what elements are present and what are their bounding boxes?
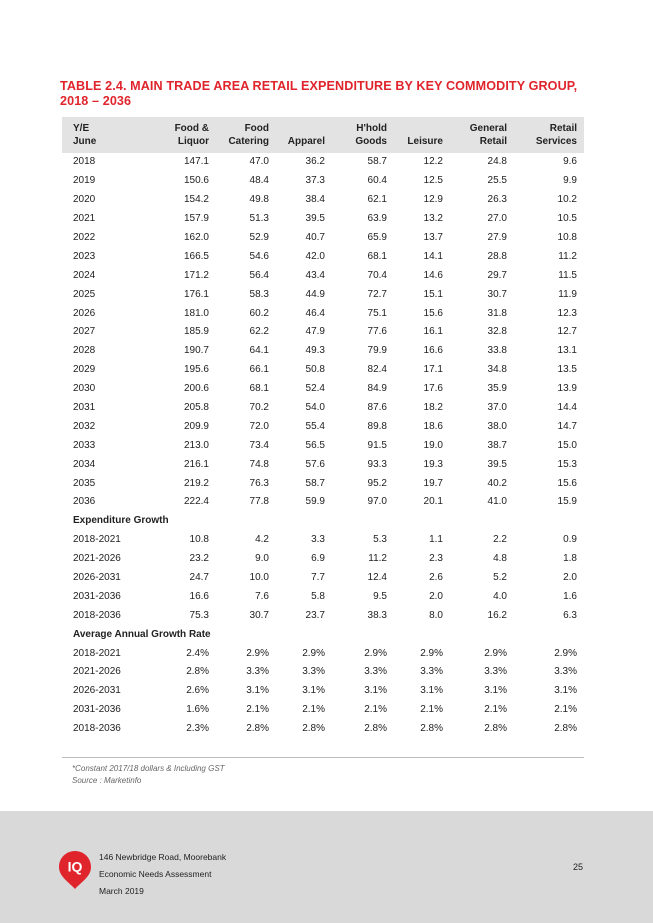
table-row — [62, 663, 584, 682]
value-cell: 89.8 — [367, 420, 387, 432]
value-cell: 38.4 — [305, 194, 325, 206]
table-row — [62, 172, 584, 191]
value-cell: 15.0 — [557, 439, 577, 451]
value-cell: 150.6 — [183, 175, 209, 187]
value-cell: 10.2 — [557, 194, 577, 206]
value-cell: 13.1 — [557, 345, 577, 357]
row-label-cell: 2031-2036 — [73, 590, 121, 602]
value-cell: 2.1% — [364, 704, 387, 716]
value-cell: 33.8 — [487, 345, 507, 357]
value-cell: 56.4 — [249, 269, 269, 281]
value-cell: 14.6 — [423, 269, 443, 281]
row-label-cell: 2027 — [73, 326, 96, 338]
value-cell: 62.1 — [367, 194, 387, 206]
row-label-cell: 2022 — [73, 232, 96, 243]
row-label-cell: 2026-2031 — [73, 572, 121, 584]
value-cell: 13.9 — [557, 383, 577, 395]
table-body — [62, 153, 584, 739]
value-cell: 14.4 — [557, 402, 577, 414]
value-cell: 15.6 — [557, 477, 577, 489]
table-bottom-rule — [62, 757, 584, 758]
value-cell: 93.3 — [367, 458, 387, 470]
row-label-cell: 2019 — [73, 175, 96, 187]
row-label-cell: 2021-2026 — [73, 553, 121, 565]
value-cell: 56.5 — [305, 439, 325, 451]
value-cell: 54.0 — [305, 402, 325, 414]
value-cell: 70.4 — [367, 269, 387, 281]
value-cell: 3.1% — [420, 685, 443, 697]
table-row — [62, 266, 584, 285]
value-cell: 15.9 — [557, 496, 577, 508]
value-cell: 8.0 — [429, 609, 443, 621]
value-cell: 3.3% — [364, 666, 387, 678]
value-cell: 55.4 — [305, 420, 325, 432]
value-cell: 41.0 — [487, 496, 507, 508]
table-row — [62, 229, 584, 248]
value-cell: 23.7 — [305, 609, 325, 621]
value-cell: 10.8 — [189, 534, 209, 546]
value-cell: 176.1 — [183, 288, 209, 300]
row-label-cell: 2025 — [73, 288, 96, 300]
value-cell: 5.2 — [493, 572, 507, 584]
value-cell: 2.9% — [484, 647, 507, 659]
value-cell: 75.1 — [367, 307, 387, 319]
value-cell: 52.4 — [305, 383, 325, 395]
value-cell: 3.3 — [311, 534, 325, 546]
footer-address-block — [99, 849, 226, 900]
table-row — [62, 323, 584, 342]
page-footer — [0, 811, 653, 923]
row-label-cell: 2023 — [73, 250, 96, 262]
expenditure-table-container — [62, 117, 584, 739]
value-cell: 30.7 — [487, 288, 507, 300]
value-cell: 48.4 — [249, 175, 269, 187]
value-cell: 1.6% — [186, 704, 209, 716]
value-cell: 72.7 — [367, 288, 387, 300]
row-label-cell: 2030 — [73, 383, 96, 395]
value-cell: 11.2 — [558, 250, 577, 262]
value-cell: 200.6 — [183, 383, 209, 395]
value-cell: 11.5 — [558, 269, 577, 281]
value-cell: 2.0 — [563, 572, 577, 584]
table-row — [62, 436, 584, 455]
value-cell: 2.9% — [364, 647, 387, 659]
value-cell: 42.0 — [305, 250, 325, 262]
value-cell: 40.7 — [305, 232, 325, 243]
value-cell: 52.9 — [249, 232, 269, 243]
value-cell: 205.8 — [183, 402, 209, 414]
value-cell: 39.5 — [305, 213, 325, 225]
value-cell: 97.0 — [367, 496, 387, 508]
value-cell: 3.1% — [554, 685, 577, 697]
row-label-cell: 2026-2031 — [73, 685, 121, 697]
value-cell: 7.7 — [311, 572, 325, 584]
value-cell: 12.7 — [557, 326, 577, 338]
footer-address: 146 Newbridge Road, Moorebank — [99, 852, 227, 862]
value-cell: 181.0 — [183, 307, 209, 319]
value-cell: 14.1 — [423, 250, 443, 262]
table-row — [62, 247, 584, 266]
value-cell: 28.8 — [487, 250, 507, 262]
row-label-cell: 2018-2021 — [73, 647, 121, 659]
row-label-cell: 2035 — [73, 477, 96, 489]
header-retail-services: Retail Services — [535, 123, 577, 147]
value-cell: 4.2 — [255, 534, 269, 546]
value-cell: 74.8 — [249, 458, 269, 470]
value-cell: 16.2 — [487, 609, 507, 621]
value-cell: 6.3 — [563, 609, 577, 621]
row-label-cell: 2031-2036 — [73, 704, 121, 716]
header-food-catering: Food Catering — [228, 123, 269, 147]
value-cell: 9.6 — [563, 156, 577, 168]
value-cell: 171.2 — [183, 269, 209, 281]
row-label-cell: 2018-2036 — [73, 723, 121, 735]
value-cell: 9.5 — [373, 590, 387, 602]
value-cell: 68.1 — [367, 250, 387, 262]
table-row — [62, 285, 584, 304]
value-cell: 19.0 — [423, 439, 443, 451]
svg-text:IQ: IQ — [67, 858, 83, 875]
header-leisure: Leisure — [407, 136, 443, 147]
table-row — [62, 361, 584, 380]
table-row — [62, 493, 584, 512]
value-cell: 13.5 — [557, 364, 577, 376]
value-cell: 60.2 — [249, 307, 269, 319]
value-cell: 75.3 — [189, 609, 209, 621]
value-cell: 190.7 — [183, 345, 209, 357]
value-cell: 32.8 — [487, 326, 507, 338]
value-cell: 38.3 — [367, 609, 387, 621]
value-cell: 213.0 — [183, 439, 209, 451]
value-cell: 19.3 — [423, 458, 443, 470]
value-cell: 2.8% — [484, 723, 507, 735]
row-label-cell: 2021 — [73, 213, 96, 225]
value-cell: 14.7 — [557, 420, 577, 432]
value-cell: 12.3 — [557, 307, 577, 319]
value-cell: 73.4 — [249, 439, 269, 451]
table-row — [62, 550, 584, 569]
value-cell: 20.1 — [423, 496, 443, 508]
table-row — [62, 210, 584, 229]
row-label-cell: 2031 — [73, 402, 96, 414]
value-cell: 77.8 — [249, 496, 269, 508]
value-cell: 23.2 — [189, 553, 209, 565]
value-cell: 2.1% — [420, 704, 443, 716]
table-row — [62, 380, 584, 399]
value-cell: 2.1% — [246, 704, 269, 716]
value-cell: 46.4 — [305, 307, 325, 319]
table-row — [62, 474, 584, 493]
value-cell: 0.9 — [563, 534, 577, 546]
value-cell: 3.1% — [246, 685, 269, 697]
value-cell: 3.1% — [302, 685, 325, 697]
row-label-cell: 2018-2021 — [73, 534, 121, 546]
value-cell: 2.6 — [429, 572, 443, 584]
value-cell: 9.9 — [563, 175, 577, 187]
value-cell: 11.2 — [368, 553, 387, 565]
value-cell: 63.9 — [367, 213, 387, 225]
value-cell: 58.7 — [305, 477, 325, 489]
value-cell: 1.1 — [429, 534, 443, 546]
value-cell: 2.8% — [246, 723, 269, 735]
value-cell: 222.4 — [183, 496, 209, 508]
value-cell: 2.9% — [302, 647, 325, 659]
value-cell: 30.7 — [249, 609, 269, 621]
value-cell: 95.2 — [367, 477, 387, 489]
value-cell: 1.6 — [563, 590, 577, 602]
value-cell: 65.9 — [367, 232, 387, 243]
value-cell: 2.1% — [302, 704, 325, 716]
value-cell: 44.9 — [305, 288, 325, 300]
table-row — [62, 399, 584, 418]
value-cell: 82.4 — [367, 364, 387, 376]
value-cell: 15.6 — [423, 307, 443, 319]
value-cell: 209.9 — [183, 420, 209, 432]
value-cell: 5.3 — [373, 534, 387, 546]
value-cell: 3.3% — [420, 666, 443, 678]
value-cell: 18.2 — [423, 402, 443, 414]
table-row — [62, 701, 584, 720]
value-cell: 2.9% — [246, 647, 269, 659]
row-label-cell: 2029 — [73, 364, 96, 376]
value-cell: 2.4% — [186, 647, 209, 659]
value-cell: 4.8 — [493, 553, 507, 565]
footer-date: March 2019 — [99, 886, 144, 896]
value-cell: 34.8 — [487, 364, 507, 376]
value-cell: 3.3% — [302, 666, 325, 678]
value-cell: 1.8 — [563, 553, 577, 565]
row-label-cell: 2026 — [73, 307, 96, 319]
value-cell: 7.6 — [255, 590, 269, 602]
value-cell: 27.9 — [487, 232, 507, 243]
table-row — [62, 606, 584, 625]
note-constant-dollars: *Constant 2017/18 dollars & Including GST — [72, 764, 225, 773]
value-cell: 13.7 — [423, 232, 443, 243]
header-apparel: Apparel — [287, 136, 325, 147]
row-label-cell: 2021-2026 — [73, 666, 121, 678]
value-cell: 2.2 — [493, 534, 507, 546]
value-cell: 76.3 — [249, 477, 269, 489]
value-cell: 24.7 — [189, 572, 209, 584]
value-cell: 185.9 — [183, 326, 209, 338]
value-cell: 2.8% — [420, 723, 443, 735]
value-cell: 3.3% — [246, 666, 269, 678]
table-row — [62, 682, 584, 701]
value-cell: 219.2 — [183, 477, 209, 489]
table-header-row — [62, 117, 584, 153]
value-cell: 40.2 — [487, 477, 507, 489]
header-general-retail: General Retail — [469, 123, 507, 147]
row-label-cell: 2024 — [73, 269, 96, 281]
row-label-cell: 2028 — [73, 345, 96, 357]
table-row — [62, 304, 584, 323]
value-cell: 4.0 — [493, 590, 507, 602]
value-cell: 216.1 — [183, 458, 209, 470]
expenditure-table — [62, 117, 584, 739]
value-cell: 38.0 — [487, 420, 507, 432]
row-label-cell: 2018 — [73, 156, 96, 168]
table-row — [62, 455, 584, 474]
header-household-goods: H'hold Goods — [355, 123, 387, 147]
section-label: Expenditure Growth — [73, 515, 169, 527]
value-cell: 43.4 — [305, 269, 325, 281]
value-cell: 19.7 — [423, 477, 443, 489]
value-cell: 166.5 — [183, 250, 209, 262]
value-cell: 15.1 — [423, 288, 443, 300]
value-cell: 91.5 — [367, 439, 387, 451]
table-row — [62, 417, 584, 436]
value-cell: 2.6% — [186, 685, 209, 697]
value-cell: 154.2 — [183, 194, 209, 206]
value-cell: 57.6 — [305, 458, 325, 470]
value-cell: 10.0 — [249, 572, 269, 584]
value-cell: 12.5 — [423, 175, 443, 187]
value-cell: 50.8 — [305, 364, 325, 376]
value-cell: 47.9 — [305, 326, 325, 338]
value-cell: 62.2 — [249, 326, 269, 338]
value-cell: 147.1 — [183, 156, 209, 168]
value-cell: 47.0 — [249, 156, 269, 168]
value-cell: 27.0 — [487, 213, 507, 225]
table-row — [62, 644, 584, 663]
value-cell: 10.5 — [557, 213, 577, 225]
value-cell: 2.9% — [554, 647, 577, 659]
value-cell: 24.8 — [487, 156, 507, 168]
value-cell: 59.9 — [305, 496, 325, 508]
value-cell: 37.0 — [487, 402, 507, 414]
value-cell: 3.1% — [484, 685, 507, 697]
value-cell: 77.6 — [367, 326, 387, 338]
table-row — [62, 153, 584, 172]
value-cell: 38.7 — [487, 439, 507, 451]
table-row — [62, 587, 584, 606]
section-header-row — [62, 625, 584, 644]
table-row — [62, 191, 584, 210]
value-cell: 39.5 — [487, 458, 507, 470]
row-label-cell: 2033 — [73, 439, 96, 451]
value-cell: 12.4 — [367, 572, 387, 584]
value-cell: 51.3 — [249, 213, 269, 225]
value-cell: 2.8% — [302, 723, 325, 735]
value-cell: 37.3 — [305, 175, 325, 187]
value-cell: 195.6 — [183, 364, 209, 376]
note-source: Source : Marketinfo — [72, 776, 142, 785]
value-cell: 10.8 — [557, 232, 577, 243]
value-cell: 66.1 — [249, 364, 269, 376]
section-header-row — [62, 512, 584, 531]
value-cell: 49.3 — [305, 345, 325, 357]
value-cell: 35.9 — [487, 383, 507, 395]
value-cell: 3.3% — [484, 666, 507, 678]
section-label: Average Annual Growth Rate — [73, 628, 211, 640]
header-ye-june: Y/E June — [73, 123, 97, 147]
value-cell: 6.9 — [311, 553, 325, 565]
value-cell: 12.2 — [423, 156, 443, 168]
iq-logo-icon — [58, 850, 92, 890]
value-cell: 64.1 — [249, 345, 269, 357]
value-cell: 54.6 — [249, 250, 269, 262]
value-cell: 16.6 — [423, 345, 443, 357]
table-title: TABLE 2.4. MAIN TRADE AREA RETAIL EXPENDITURE BY KEY COMMODITY GROUP, 2018 – 2036 — [60, 79, 578, 108]
value-cell: 9.0 — [255, 553, 269, 565]
value-cell: 2.8% — [554, 723, 577, 735]
table-row — [62, 569, 584, 588]
row-label-cell: 2036 — [73, 496, 96, 508]
value-cell: 2.3 — [429, 553, 443, 565]
value-cell: 17.1 — [423, 364, 443, 376]
table-row — [62, 342, 584, 361]
value-cell: 26.3 — [487, 194, 507, 206]
row-label-cell: 2032 — [73, 420, 96, 432]
value-cell: 2.3% — [186, 723, 209, 735]
value-cell: 68.1 — [249, 383, 269, 395]
value-cell: 58.3 — [249, 288, 269, 300]
value-cell: 11.9 — [558, 288, 577, 300]
value-cell: 17.6 — [423, 383, 443, 395]
value-cell: 2.8% — [364, 723, 387, 735]
value-cell: 72.0 — [249, 420, 269, 432]
value-cell: 70.2 — [249, 402, 269, 414]
value-cell: 2.8% — [186, 666, 209, 678]
value-cell: 12.9 — [423, 194, 443, 206]
value-cell: 157.9 — [183, 213, 209, 225]
value-cell: 49.8 — [249, 194, 269, 206]
value-cell: 84.9 — [367, 383, 387, 395]
value-cell: 2.1% — [554, 704, 577, 716]
value-cell: 2.9% — [420, 647, 443, 659]
header-food-liquor: Food & Liquor — [174, 123, 209, 147]
value-cell: 162.0 — [183, 232, 209, 243]
table-row — [62, 720, 584, 739]
value-cell: 25.5 — [487, 175, 507, 187]
value-cell: 79.9 — [367, 345, 387, 357]
value-cell: 31.8 — [487, 307, 507, 319]
value-cell: 3.1% — [364, 685, 387, 697]
value-cell: 58.7 — [367, 156, 387, 168]
value-cell: 60.4 — [367, 175, 387, 187]
value-cell: 13.2 — [423, 213, 443, 225]
value-cell: 16.6 — [189, 590, 209, 602]
value-cell: 15.3 — [557, 458, 577, 470]
page-number: 25 — [573, 862, 584, 872]
table-notes — [72, 763, 225, 787]
value-cell: 5.8 — [311, 590, 325, 602]
row-label-cell: 2020 — [73, 194, 96, 206]
table-row — [62, 531, 584, 550]
value-cell: 29.7 — [487, 269, 507, 281]
value-cell: 2.0 — [429, 590, 443, 602]
row-label-cell: 2018-2036 — [73, 609, 121, 621]
value-cell: 3.3% — [554, 666, 577, 678]
value-cell: 16.1 — [423, 326, 443, 338]
row-label-cell: 2034 — [73, 458, 96, 470]
value-cell: 36.2 — [305, 156, 325, 168]
footer-document-name: Economic Needs Assessment — [99, 869, 212, 879]
value-cell: 18.6 — [423, 420, 443, 432]
value-cell: 87.6 — [367, 402, 387, 414]
value-cell: 2.1% — [484, 704, 507, 716]
